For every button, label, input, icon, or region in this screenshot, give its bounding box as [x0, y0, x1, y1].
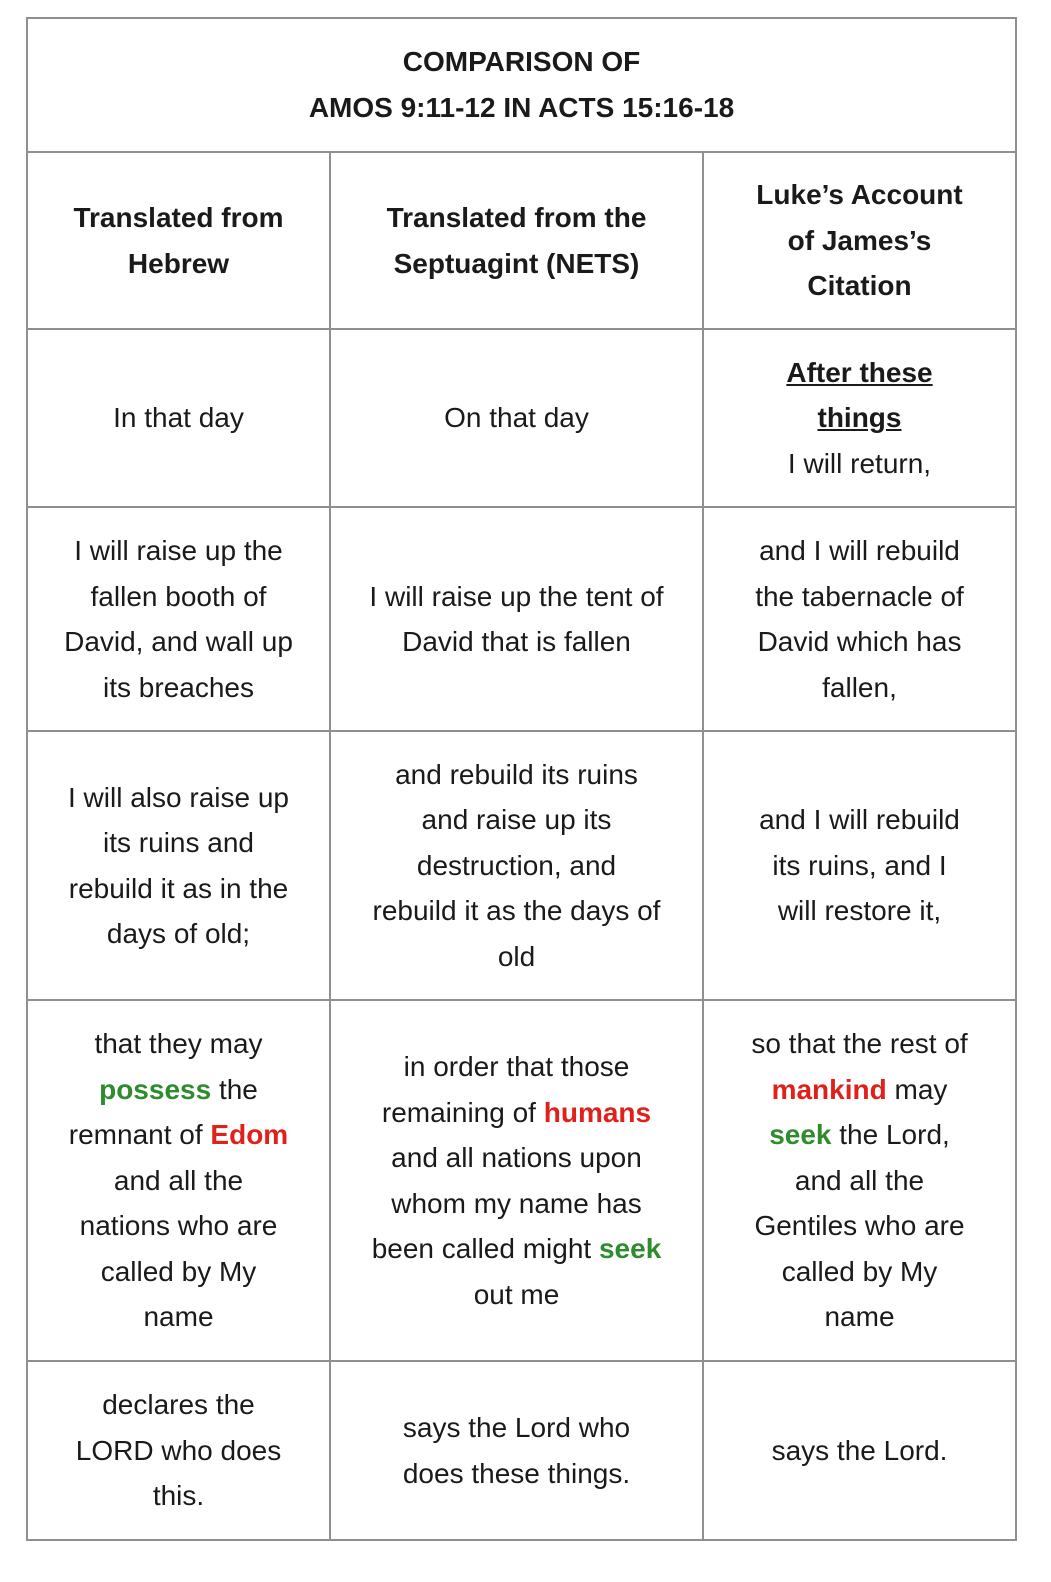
row4-septuagint-part-c: out me	[473, 1278, 560, 1310]
row4-luke	[704, 1001, 1015, 1362]
row3-septuagint	[331, 732, 704, 1001]
row4-hebrew-part-a: that they may	[94, 1028, 263, 1060]
row2-hebrew-text: I will raise up the fallen booth of David, and wall up its breaches	[64, 535, 293, 703]
row4-septuagint-part-a: in order that those remaining of	[381, 1051, 630, 1128]
row4-hebrew-part-b: the remnant of	[68, 1073, 258, 1151]
row2-hebrew	[28, 508, 331, 732]
row4-hebrew-part-c: and all the nations who are called by My name	[79, 1164, 278, 1333]
row5-septuagint	[331, 1362, 704, 1539]
row3-luke-text: and I will rebuild its ruins, and I will restore it,	[759, 804, 960, 927]
row4-luke-part-b: may	[894, 1073, 948, 1105]
row4-septuagint-green-word: seek	[598, 1233, 662, 1264]
row5-hebrew	[28, 1362, 331, 1539]
row2-luke-text: and I will rebuild the tabernacle of David which has fallen,	[755, 535, 964, 703]
table-grid	[28, 153, 1015, 1539]
header-hebrew	[28, 153, 331, 330]
table-title	[28, 19, 1015, 153]
row1-luke-rest: I will return,	[787, 447, 932, 479]
row3-hebrew	[28, 732, 331, 1001]
row1-luke-emphasis: After these things	[786, 356, 933, 434]
row5-septuagint-text: says the Lord who does these things.	[402, 1412, 631, 1489]
row2-luke	[704, 508, 1015, 732]
row1-septuagint-text: On that day	[444, 402, 589, 434]
row4-septuagint-red-word: humans	[543, 1096, 652, 1128]
row4-septuagint-part-b: and all nations upon whom my name has been called might	[371, 1142, 642, 1264]
row1-luke	[704, 330, 1015, 508]
row4-luke-part-c: the Lord, and all the Gentiles who are called by My name	[754, 1119, 965, 1333]
row3-hebrew-text: I will also raise up its ruins and rebuild it as in the days of old;	[68, 781, 289, 949]
row4-luke-green-word: seek	[769, 1119, 832, 1151]
row1-septuagint	[331, 330, 704, 508]
comparison-table	[26, 17, 1017, 1541]
row3-luke	[704, 732, 1015, 1001]
row4-hebrew	[28, 1001, 331, 1362]
row5-luke-text: says the Lord.	[771, 1434, 948, 1466]
row4-septuagint	[331, 1001, 704, 1362]
row4-luke-part-a: so that the rest of	[751, 1028, 968, 1060]
row5-luke	[704, 1362, 1015, 1539]
header-hebrew-text: Translated from Hebrew	[73, 202, 284, 279]
row4-luke-red-word: mankind	[771, 1073, 887, 1105]
row4-luke-text	[744, 1021, 975, 1340]
row1-hebrew-text: In that day	[113, 402, 244, 434]
row3-septuagint-text: and rebuild its ruins and raise up its destruction, and rebuild it as the days of old	[372, 758, 661, 972]
row1-luke-text	[769, 350, 950, 487]
header-luke-text: Luke’s Account of James’s Citation	[756, 179, 963, 302]
header-luke	[704, 153, 1015, 330]
row4-hebrew-text	[66, 1021, 291, 1340]
row1-hebrew	[28, 330, 331, 508]
header-septuagint	[331, 153, 704, 330]
row2-septuagint-text: I will raise up the tent of David that is fallen	[369, 580, 664, 657]
title-line-1: COMPARISON OF	[402, 46, 641, 77]
header-septuagint-text: Translated from the Septuagint (NETS)	[386, 202, 647, 279]
row4-hebrew-green-word: possess	[99, 1073, 212, 1105]
row2-septuagint	[331, 508, 704, 732]
row4-septuagint-text	[371, 1044, 662, 1317]
title-line-2: AMOS 9:11-12 IN ACTS 15:16-18	[308, 92, 735, 123]
row4-hebrew-red-word: Edom	[210, 1119, 289, 1151]
row5-hebrew-text: declares the LORD who does this.	[75, 1389, 282, 1512]
